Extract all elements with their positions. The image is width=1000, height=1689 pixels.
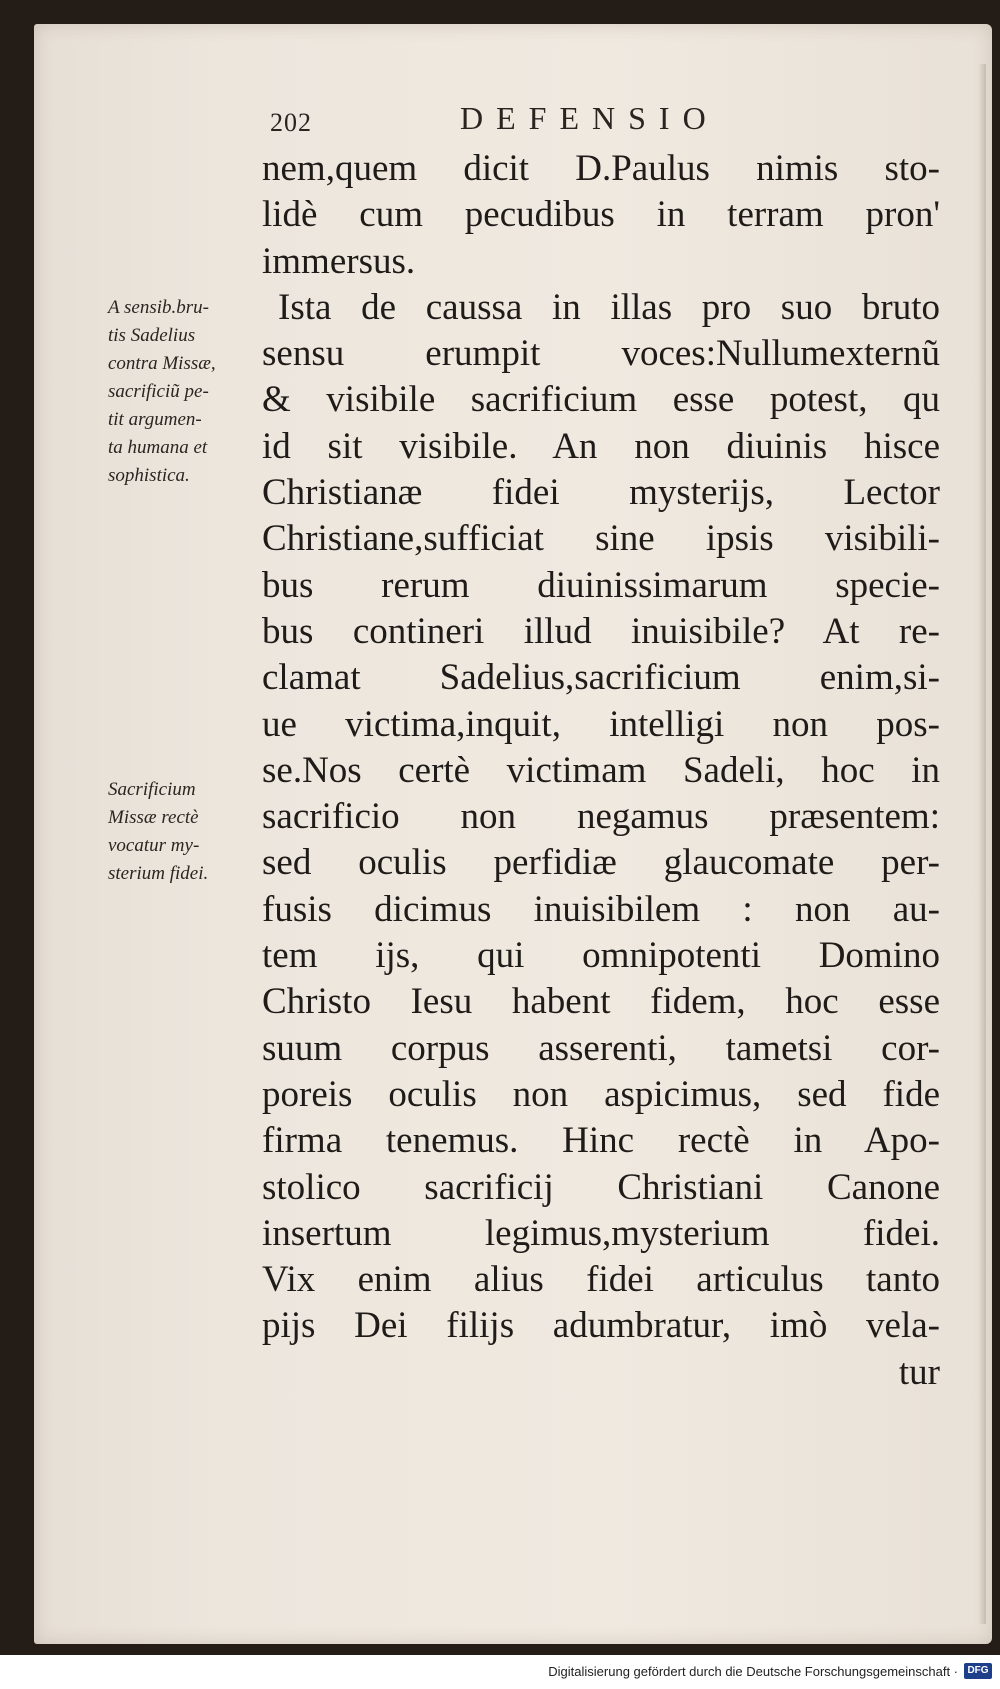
footer-bar — [0, 1655, 1000, 1689]
body-line: & visibile sacrificium esse potest, qu — [262, 379, 940, 421]
body-line: Christiane,sufficiat sine ipsis visibili- — [262, 518, 940, 560]
body-line: pijs Dei filijs adumbratur, imò vela- — [262, 1305, 940, 1347]
marginal-line: sterium fidei. — [108, 863, 209, 884]
body-line: Ista de caussa in illas pro suo bruto — [278, 286, 940, 328]
dfg-logo-icon: DFG — [964, 1663, 992, 1679]
body-line: Christianæ fidei mysterijs, Lector — [262, 472, 940, 514]
marginal-line: tis Sadelius — [108, 325, 196, 346]
running-head — [270, 100, 970, 142]
body-line: bus contineri illud inuisibile? At re- — [262, 610, 940, 652]
marginal-note-sacrifice — [108, 776, 268, 888]
body-line: bus rerum diuinissimarum specie- — [262, 564, 940, 606]
body-line: poreis oculis non aspicimus, sed fide — [262, 1073, 940, 1115]
marginal-line: Sacrificium — [108, 779, 196, 800]
body-line: stolico sacrificij Christiani Canone — [262, 1166, 940, 1208]
body-line: sacrificio non negamus præsentem: — [262, 796, 940, 838]
body-line: nem,quem dicit D.Paulus nimis sto- — [262, 148, 940, 189]
marginal-line: tit argumen- — [108, 409, 202, 430]
body-line: immersus. — [262, 240, 416, 282]
body-line: clamat Sadelius,sacrificium enim,si- — [262, 657, 940, 699]
marginal-note-senses — [108, 294, 268, 490]
body-line: sed oculis perfidiæ glaucomate per- — [262, 842, 940, 884]
body-text — [262, 146, 940, 1396]
body-line: se.Nos certè victimam Sadeli, hoc in — [262, 749, 940, 791]
body-line: suum corpus asserenti, tametsi cor- — [262, 1027, 940, 1069]
body-line: Vix enim alius fidei articulus tanto — [262, 1259, 940, 1301]
running-title: DEFENSIO — [460, 100, 719, 136]
body-line: Christo Iesu habent fidem, hoc esse — [262, 981, 940, 1023]
catchword: tur — [898, 1351, 940, 1393]
body-line: tem ijs, qui omnipotenti Domino — [262, 935, 940, 977]
body-line: sensu erumpit voces:Nullumexternũ — [262, 333, 940, 375]
marginal-line: contra Missæ, — [108, 353, 216, 374]
marginal-line: vocatur my- — [108, 835, 200, 856]
page-number: 202 — [270, 108, 312, 137]
page-edge-shadow — [978, 64, 986, 1624]
body-line: ue victima,inquit, intelligi non pos- — [262, 703, 940, 745]
marginal-line: sophistica. — [108, 465, 190, 486]
marginal-line: A sensib.bru- — [108, 297, 209, 318]
body-line: fusis dicimus inuisibilem : non au- — [262, 888, 940, 930]
body-line: insertum legimus,mysterium fidei. — [262, 1212, 940, 1254]
marginal-line: ta humana et — [108, 437, 208, 458]
body-line: lidè cum pecudibus in terram pron' — [262, 194, 940, 236]
body-line: id sit visibile. An non diuinis hisce — [262, 425, 940, 467]
marginal-line: Missæ rectè — [108, 807, 199, 828]
body-line: firma tenemus. Hinc rectè in Apo- — [262, 1120, 940, 1162]
marginal-line: sacrificiũ pe- — [108, 381, 209, 402]
funding-credit: Digitalisierung gefördert durch die Deutsche Forschungsgemeinschaft · — [548, 1664, 958, 1679]
